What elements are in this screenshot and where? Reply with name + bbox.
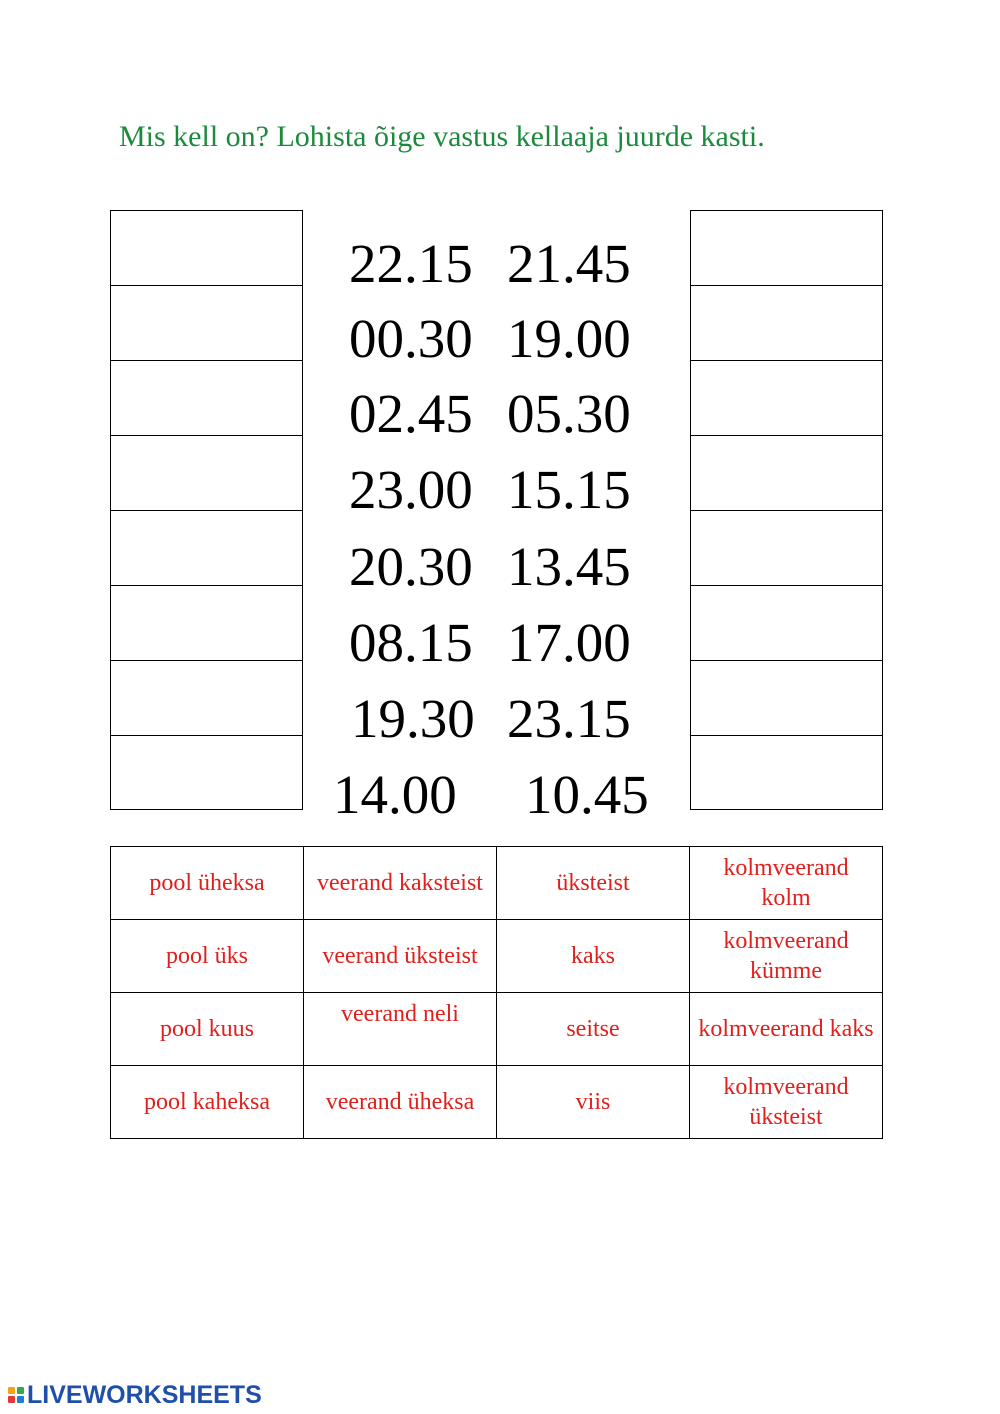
drop-box-right-8[interactable] <box>690 735 883 810</box>
drop-box-left-1[interactable] <box>110 210 303 285</box>
answer-tile[interactable]: veerand üheksa <box>304 1066 497 1139</box>
answer-tile[interactable]: kaks <box>497 920 690 993</box>
right-drop-column <box>690 210 883 810</box>
time-left-6: 08.15 <box>349 612 473 673</box>
time-right-8: 10.45 <box>525 764 649 825</box>
drop-box-right-5[interactable] <box>690 510 883 585</box>
answer-row <box>111 1066 883 1139</box>
answer-row <box>111 920 883 993</box>
drop-box-left-5[interactable] <box>110 510 303 585</box>
drop-box-right-6[interactable] <box>690 585 883 660</box>
drop-box-right-1[interactable] <box>690 210 883 285</box>
time-right-7: 23.15 <box>507 688 631 749</box>
answer-tile[interactable]: pool kaheksa <box>111 1066 304 1139</box>
answer-tile[interactable]: viis <box>497 1066 690 1139</box>
drop-box-right-2[interactable] <box>690 285 883 360</box>
answer-row <box>111 847 883 920</box>
time-left-1: 22.15 <box>349 233 473 294</box>
answer-row <box>111 993 883 1066</box>
time-left-4: 23.00 <box>349 459 473 520</box>
time-right-5: 13.45 <box>507 536 631 597</box>
logo-text: LIVEWORKSHEETS <box>27 1380 262 1409</box>
time-right-2: 19.00 <box>507 308 631 369</box>
drop-box-left-4[interactable] <box>110 435 303 510</box>
liveworksheets-logo <box>8 1380 262 1409</box>
answer-tile[interactable]: pool üks <box>111 920 304 993</box>
answer-tile[interactable]: kolmveerand üksteist <box>690 1066 883 1139</box>
answer-table <box>110 846 883 1139</box>
time-left-8: 14.00 <box>333 764 457 825</box>
instruction-text: Mis kell on? Lohista õige vastus kellaaja juurde kasti. <box>119 120 765 153</box>
drop-box-right-4[interactable] <box>690 435 883 510</box>
answer-tile[interactable]: üksteist <box>497 847 690 920</box>
time-right-3: 05.30 <box>507 383 631 444</box>
time-right-4: 15.15 <box>507 459 631 520</box>
answer-tile[interactable]: kolmveerand kümme <box>690 920 883 993</box>
colored-squares-icon <box>8 1387 24 1403</box>
drop-box-left-7[interactable] <box>110 660 303 735</box>
time-left-5: 20.30 <box>349 536 473 597</box>
answer-tile[interactable]: veerand üksteist <box>304 920 497 993</box>
time-right-6: 17.00 <box>507 612 631 673</box>
drop-box-left-2[interactable] <box>110 285 303 360</box>
answer-tile[interactable]: pool kuus <box>111 993 304 1066</box>
answer-tile[interactable]: pool üheksa <box>111 847 304 920</box>
drop-box-right-3[interactable] <box>690 360 883 435</box>
left-drop-column <box>110 210 303 810</box>
drop-box-left-6[interactable] <box>110 585 303 660</box>
time-left-2: 00.30 <box>349 308 473 369</box>
answer-tile[interactable]: kolmveerand kolm <box>690 847 883 920</box>
answer-tile[interactable]: seitse <box>497 993 690 1066</box>
drop-box-left-8[interactable] <box>110 735 303 810</box>
time-left-3: 02.45 <box>349 383 473 444</box>
time-right-1: 21.45 <box>507 233 631 294</box>
answer-tile[interactable]: veerand neli <box>304 993 497 1066</box>
answer-tile[interactable]: veerand kaksteist <box>304 847 497 920</box>
drop-box-left-3[interactable] <box>110 360 303 435</box>
time-left-7: 19.30 <box>351 688 475 749</box>
drop-box-right-7[interactable] <box>690 660 883 735</box>
answer-tile[interactable]: kolmveerand kaks <box>690 993 883 1066</box>
